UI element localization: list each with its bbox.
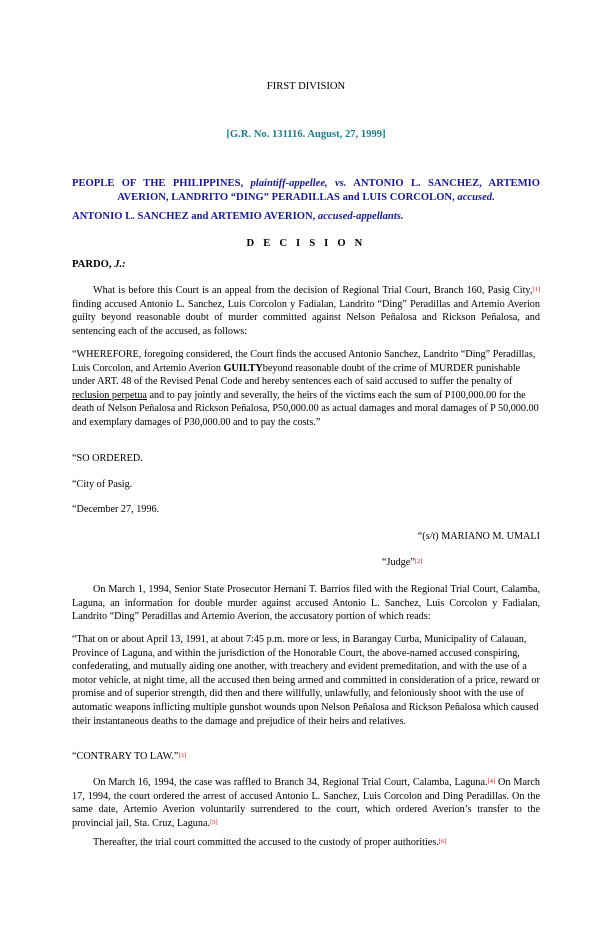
q1-text-b: beyond reasonable doubt of the crime of MURDER punishable under ART. 48 of the Revised Penal Code and hereby sentences each of said accused to suffer the penalty of [72,362,521,388]
q1-text-c: and to pay jointly and severally, the heirs of the victims each the sum of P100,000.00 for the death of Nelson Peñalosa and Rickson Peñalosa, P50,000.00 as actual damages and moral damages of P 50,000.00 and exemplary damages of P30,000.00 and to pay the costs.” [72,389,539,428]
gr-number: [G.R. No. 131116. August, 27, 1999] [226,129,386,140]
footnote-link-5[interactable]: [5] [210,818,218,826]
quote-dispositive [72,348,540,430]
p3-text-b: On March 17, 1994, the court ordered the arrest of accused Antonio L. Sanchez, Luis Corcolon and Ding Peradillas. On the same date, Artemio Averion voluntarily surrendered to the court, which ordered Averion’s transfer to the provincial jail, Sta. Cruz, Laguna. [72,777,540,829]
paragraph-4 [72,836,540,850]
paragraph-1 [72,284,540,338]
judge-label: “Judge” [382,557,415,568]
quote-contrary [72,750,186,764]
case-parties [72,177,540,205]
contrary-text: “CONTRARY TO LAW.” [72,751,179,762]
p3-text-a: On March 16, 1994, the case was raffled to Branch 34, Regional Trial Court, Calamba, Laguna. [93,777,488,788]
quote-city: “City of Pasig. [72,479,133,490]
quote-information: “That on or about April 13, 1991, at about 7:45 p.m. more or less, in Barangay Curba, Municipality of Calauan, Province of Laguna, and within the jurisdiction of the Honorable Court, the above-named accused conspiring, confederating, and mutually aiding one another, with treachery and evident premeditation, and with the use of a motor vehicle, at night time, all the accused then being armed and committed in consideration of a price, reward or promise and of superior strength, did then and there willfully, unlawfully, and feloniously shoot with the use of automatic weapons inflicting multiple gunshot wounds upon Nelson Peñalosa and Rickson Peñalosa which caused their instantaneous deaths to the damage and prejudice of their heirs and relatives. [72,634,540,727]
q1-reclusion: reclusion perpetua [72,389,147,401]
party-people: PEOPLE OF THE PHILIPPINES, [72,178,244,189]
footnote-link-3[interactable]: [3] [178,752,187,759]
division-heading: FIRST DIVISION [266,81,346,92]
quote-so-ordered: “SO ORDERED. [72,453,143,464]
vs-label: vs. [334,178,347,189]
sgd-st: s/t [425,531,436,542]
footnote-link-6[interactable]: [6] [438,838,447,845]
footnote-link-2[interactable]: [2] [414,558,423,565]
signature-line [72,530,540,544]
footnote-link-4[interactable]: [4] [487,778,496,785]
quote-date: “December 27, 1996. [72,504,160,515]
appellants-label: accused-appellants. [317,211,404,222]
footnote-link-1[interactable]: [1] [532,286,540,293]
q1-text-a: “WHEREFORE, foregoing considered, the Court finds the accused Antonio Sanchez, Landrito “Ding” Peradillas, Luis Corcolon, and Artemio Averion [72,349,536,374]
paragraph-3 [72,776,540,830]
decision-heading: D E C I S I O N [246,238,366,249]
p4-text: Thereafter, the trial court committed the accused to the custody of proper authorities. [93,837,439,848]
accused-label: accused. [457,192,495,203]
appellants-names: ANTONIO L. SANCHEZ and ARTEMIO AVERION, [72,211,316,222]
ponente-name: PARDO, [72,259,112,270]
ponente-suffix: J.: [114,259,126,270]
plaintiff-label: plaintiff-appellee, [250,178,328,189]
paragraph-2: On March 1, 1994, Senior State Prosecutor Hernani T. Barrios filed with the Regional Trial Court, Calamba, Laguna, an information for double murder against accused Antonio L. Sanchez, Luis Corcolon y Fadialan, Landrito “Ding” Peradillas and Artemio Averion, the accusatory portion of which reads: [72,584,540,623]
q1-guilty: GUILTY [223,362,263,374]
p1-text-a: What is before this Court is an appeal from the decision of Regional Trial Court, Branch 160, Pasig City, [93,285,533,296]
sgd-name: ) MARIANO M. UMALI [435,531,540,542]
accused-appellants [72,210,540,224]
p1-text-b: finding accused Antonio L. Sanchez, Luis Corcolon y Fadialan, Landrito “Ding” Peradillas and Artemio Averion guilty beyond reasonable doubt of murder committed against Nelson Peñalosa and Rickson Peñalosa, and sentencing each of the accused, as follows: [72,298,540,337]
judge-title [382,556,422,570]
ponente [72,258,126,272]
party-accused: ANTONIO L. SANCHEZ, ARTEMIO AVERION, LANDRITO “DING” PERADILLAS and LUIS CORCOLON, [117,178,540,203]
sgd-open: “( [417,531,426,542]
